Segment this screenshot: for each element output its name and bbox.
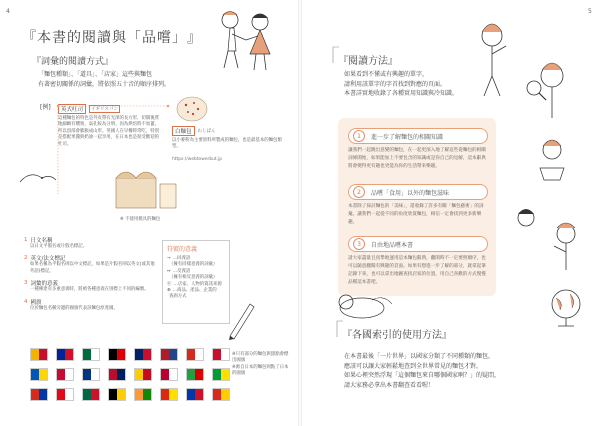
note-item: 4 國旗 位於麵包名稱旁邊的國旗代表該麵包原產國。 — [24, 298, 118, 311]
legend-item: ⊕ …商品、產品、企業的 — [167, 288, 217, 294]
flag-icon — [30, 368, 48, 381]
entry-body: 這種麵包的特色是外皮帶有光澤的長方形，切開後質地細緻有嚼勁，氣孔較為分明。因為烘焙時不加蓋，所以頂部會膨脹成山形。英國人在早餐時常吃，特別是搭配果醬與奶油一起享用，在日本也是很受歡迎的吐司。 — [58, 116, 159, 147]
note-item: 1 日文名稱 以日文平假名或片假名標記。 — [24, 237, 88, 249]
index-usage-text: 在本書最後「一片世界」以國家分類了不同種類的麵包， 應該可以讓大家輕鬆地查到全世界常見的麵包才對。 如果心裡突然浮現「這個麵包來自哪個國家啊？」的疑問， 請大家務必拿出本書翻查看看喔！ — [344, 353, 501, 389]
flag-item — [28, 388, 50, 406]
tip-section — [348, 236, 488, 287]
notes-list — [24, 236, 156, 312]
flag-icon — [160, 388, 178, 401]
bread-loaf-illustration — [112, 164, 182, 216]
flag-item — [106, 388, 128, 406]
flag-item — [80, 368, 102, 386]
side-entry — [172, 126, 288, 163]
flag-icon — [56, 388, 74, 401]
flag-icon — [82, 348, 100, 361]
legend-list — [163, 256, 229, 301]
tip-title: 進一步了解麵包的相關知識 — [371, 133, 444, 141]
side-entry-name: 白麵包 — [172, 126, 195, 136]
flag-item — [158, 368, 180, 386]
globe-illustration — [546, 286, 586, 330]
page-number-right: 5 — [588, 8, 592, 15]
flag-icon — [212, 368, 230, 381]
tip-number: 3 — [353, 238, 365, 250]
flag-icon — [82, 368, 100, 381]
baby-illustration — [332, 284, 402, 324]
flag-icon — [134, 368, 152, 381]
right-page — [302, 0, 600, 426]
note-item: 2 英文/法文標記 如果名稱為平假名則以中文標記，如果是片假名則以英文(或其他外語)標記。 — [24, 255, 155, 274]
side-entry-body: 以小麥粉為主要原料所製成的麵包，也是最基本的麵包類型。 — [172, 138, 282, 150]
flag-icon — [134, 388, 152, 401]
flag-item — [80, 388, 102, 406]
flag-icon — [212, 348, 230, 361]
flag-icon — [160, 348, 178, 361]
flag-item — [158, 388, 180, 406]
section-title-index: 『各國索引的使用方法』 — [342, 330, 452, 341]
tip-title: 品嚐「食用」以外的麵包滋味 — [371, 189, 450, 197]
tip-section — [348, 184, 488, 227]
page-number-left: 4 — [6, 8, 10, 15]
legend-item: （擁有同樣意義的詞彙） — [169, 262, 218, 268]
legend-item: （擁有相反意義的詞彙） — [169, 275, 218, 281]
pencil-illustration — [226, 300, 256, 340]
intro-text: 「麵包種類」、「道具」、「店家」這些與麵包 有著密切關係的詞彙，將依照五十音的順序排列。 — [38, 71, 171, 88]
flag-item — [210, 388, 232, 406]
couple-illustration — [210, 6, 285, 76]
legend-item: ↔ …反義語 — [167, 268, 191, 274]
bread-caption: ※ 不使用模具的麵包 — [120, 217, 161, 222]
flag-icon — [186, 368, 204, 381]
flag-item — [184, 368, 206, 386]
flag-icon — [186, 388, 204, 401]
flag-icon — [160, 368, 178, 381]
bread-roll-illustration — [174, 94, 210, 124]
note-item: 3 詞彙的意義 一種傳達有多重意義時，將被各種意義在別標上不同的編號。 — [24, 280, 149, 293]
flag-item — [210, 348, 232, 366]
flag-icon — [30, 348, 48, 361]
flags-grid — [28, 348, 232, 406]
flag-item — [132, 388, 154, 406]
legend-item: ⓪ …店家、人物的資訊來源 — [167, 281, 222, 287]
left-page — [0, 0, 298, 426]
tip-body: 請大家盡量且真摯地運用這本麵包辭典，翻開時不一定要照順序，也可以隨意翻閱有興趣的頁面。如果有想進一步了解的部分，就拿起筆記錄下來，也可以拿出地圖查找店家的位置，用自己喜歡的方式慢慢品嚐這本書吧。 — [348, 256, 486, 285]
bracket-mark — [336, 320, 344, 338]
flag-icon — [186, 348, 204, 361]
tip-body: 本書除了探討麵包的「美味」，還收錄了許多有關「麵包藝術」的詞彙。讓我們一起從不同的角度欣賞麵包，相信一定會找到更多新樂趣。 — [348, 204, 484, 225]
flag-item — [210, 368, 232, 386]
flag-item — [54, 368, 76, 386]
flag-item — [28, 368, 50, 386]
flag-item — [28, 348, 50, 366]
symbol-legend — [162, 240, 230, 324]
flag-item — [54, 348, 76, 366]
flags-note: ※只有部分的麵包與甜點會標出國旗 ※源自日本的麵包則點了日本的國旗 — [232, 352, 289, 377]
flag-item — [106, 368, 128, 386]
subtitle: 『詞彙的閱讀方式』 — [32, 57, 114, 67]
entry-kana: イギリスパン — [91, 107, 118, 112]
tip-section — [348, 128, 488, 171]
url-text: https://webtowerbut.jp — [172, 156, 223, 162]
flag-item — [158, 348, 180, 366]
bird-illustration — [16, 166, 60, 192]
flag-item — [132, 348, 154, 366]
page-title: 『 本書的閱讀與「品嚐」 』 — [22, 30, 202, 46]
entry-name: 英式吐司 — [58, 104, 86, 114]
legend-item: → …同義語 — [167, 256, 191, 261]
flag-icon — [134, 348, 152, 361]
flag-icon — [56, 348, 74, 361]
flag-icon — [30, 388, 48, 401]
flag-item — [54, 388, 76, 406]
tip-number: 1 — [353, 130, 365, 142]
flag-item — [106, 348, 128, 366]
example-label: [例] — [40, 104, 51, 111]
flag-icon — [108, 388, 126, 401]
legend-title: 符號的意義 — [167, 246, 198, 253]
flag-icon — [108, 348, 126, 361]
legend-item: 查詢方式 — [169, 294, 187, 300]
flag-icon — [212, 388, 230, 401]
detective-illustration — [462, 6, 582, 126]
section-title-reading: 『閱讀方法』 — [338, 56, 398, 67]
flag-icon — [56, 368, 74, 381]
flag-item — [184, 388, 206, 406]
tip-number: 2 — [353, 186, 365, 198]
side-entry-kana: わしぱん — [197, 129, 216, 134]
reading-method-text: 如果看到不懂或有興趣的單字， 請利用該單字的字首找到對應的頁面。 本書詳實地收錄了各種實用知識與冷知識。 — [344, 71, 459, 97]
flag-item — [80, 348, 102, 366]
bracket-mark — [332, 46, 340, 64]
people-doodles — [502, 130, 592, 280]
flag-item — [184, 348, 206, 366]
flag-item — [132, 368, 154, 386]
tip-title: 自由地品嚐本書 — [371, 241, 414, 249]
flag-icon — [108, 368, 126, 381]
tip-body: 讓我們一起跳出意變的麵包，在一起更深入地了解這些從麵包的相關詞條開始，如果能加上不要包含的知識或是你自己的見解，這本辭典將會變得更有趣也更能為你的生活帶來樂趣。 — [348, 148, 486, 169]
flag-icon — [82, 388, 100, 401]
